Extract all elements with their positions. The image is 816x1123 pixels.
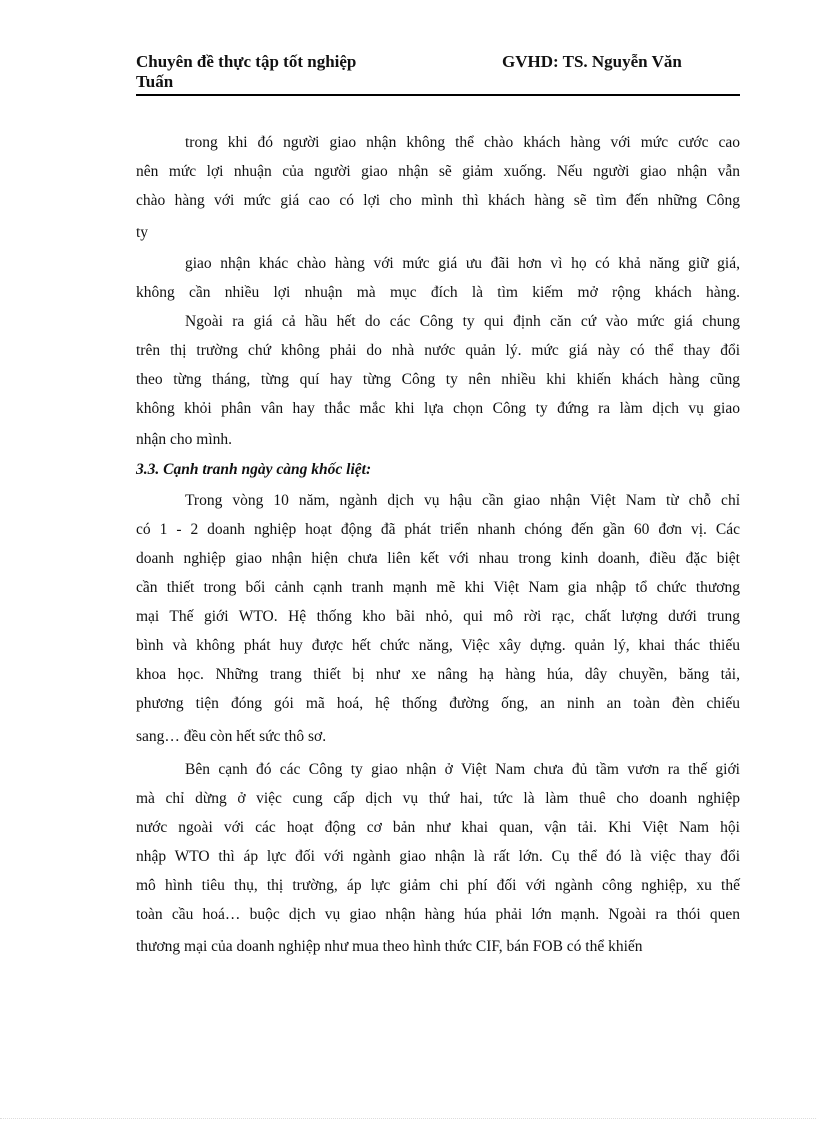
text-line: mà chỉ dừng ở việc cung cấp dịch vụ thứ hai, tức là làm thuê cho doanh nghiệp [136,790,740,807]
text-line: sang… đều còn hết sức thô sơ. [136,728,327,745]
page-header [136,50,740,96]
text-line: theo từng tháng, từng quí hay từng Công ty nên nhiều khi khiến khách hàng cũng [136,371,740,388]
text-line: toàn cầu hoá… buộc dịch vụ giao nhận hàng húa phải lớn mạnh. Ngoài ra thói quen [136,906,740,923]
text-line: giao nhận khác chào hàng với mức giá ưu đãi hơn vì họ có khả năng giữ giá, [185,255,740,272]
text-line: nhận cho mình. [136,431,232,448]
text-line: ty [136,224,149,241]
text-line: thương mại của doanh nghiệp như mua theo hình thức CIF, bán FOB có thể khiến [136,938,643,955]
text-line: nhập WTO thì áp lực đối với ngành giao nhận là rất lớn. Cụ thể đó là việc thay đổi [136,848,740,865]
header-supervisor-continuation: Tuấn [136,72,174,91]
text-line: chào hàng với mức giá cao có lợi cho mình thì khách hàng sẽ tìm đến những Công [136,192,740,209]
text-line: Trong vòng 10 năm, ngành dịch vụ hậu cần giao nhận Việt Nam từ chỗ chỉ [185,492,740,509]
text-line: Ngoài ra giá cả hầu hết do các Công ty qui định căn cứ vào mức giá chung [185,313,740,330]
text-line: Bên cạnh đó các Công ty giao nhận ở Việt Nam chưa đủ tầm vươn ra thế giới [185,761,740,778]
text-line: mại Thế giới WTO. Hệ thống kho bãi nhỏ, qui mô rời rạc, chất lượng dưới trung [136,608,740,625]
text-line: phương tiện đóng gói mã hoá, hệ thống đường ống, an ninh an toàn đèn chiếu [136,695,740,712]
text-line: trong khi đó người giao nhận không thể chào khách hàng với mức cước cao [185,134,740,151]
text-line: cần thiết trong bối cảnh cạnh tranh mạnh mẽ khi Việt Nam gia nhập tổ chức thương [136,579,740,596]
text-line: không cần nhiều lợi nhuận mà mục đích là tìm kiếm mở rộng khách hàng. [136,284,740,301]
section-heading: 3.3. Cạnh tranh ngày càng khốc liệt: [136,461,372,478]
text-line: trên thị trường chứ không phải do nhà nước quản lý. mức giá này có thể thay đổi [136,342,740,359]
text-line: nên mức lợi nhuận của người giao nhận sẽ giảm xuống. Nếu người giao nhận vẫn [136,163,740,180]
header-supervisor: GVHD: TS. Nguyễn Văn [502,52,682,71]
page-bottom-edge [0,1118,816,1119]
text-line: doanh nghiệp giao nhận hiện chưa liên kết với nhau trong kinh doanh, điều đặc biệt [136,550,740,567]
text-line: mô hình tiêu thụ, thị trường, áp lực giảm chi phí đối với ngành công nghiệp, xu thế [136,877,740,894]
text-line: nước ngoài với các hoạt động cơ bản như khai quan, vận tải. Khi Việt Nam hội [136,819,740,836]
text-line: bình và không phát huy được hết chức năng, Việc xây dựng. quản lý, khai thác thiếu [136,637,740,654]
text-line: khoa học. Những trang thiết bị như xe nâng hạ hàng húa, dây chuyền, băng tải, [136,666,740,683]
header-document-title: Chuyên đề thực tập tốt nghiệp [136,52,357,71]
text-line: có 1 - 2 doanh nghiệp hoạt động đã phát triển nhanh chóng đến gần 60 đơn vị. Các [136,521,740,538]
text-line: không khỏi phân vân hay thắc mắc khi lựa chọn Công ty đứng ra làm dịch vụ giao [136,400,740,417]
